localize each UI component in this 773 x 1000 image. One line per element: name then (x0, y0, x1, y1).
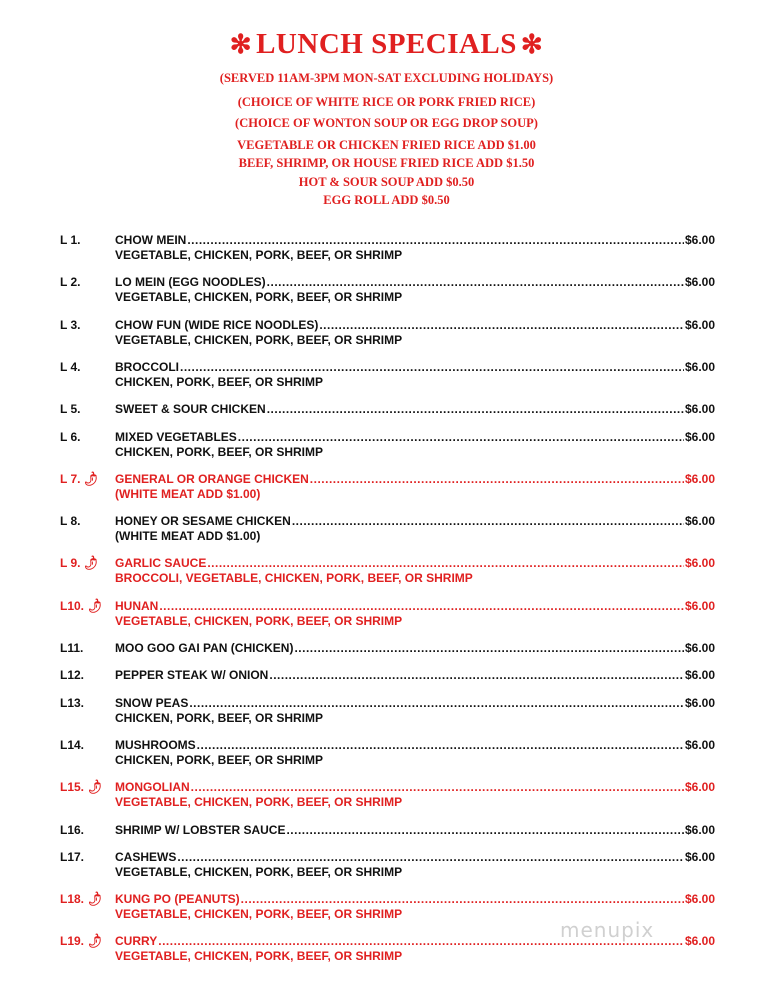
item-number (60, 360, 80, 374)
item-name: BROCCOLI (115, 360, 179, 374)
item-name: MUSHROOMS (115, 738, 196, 752)
item-description: VEGETABLE, CHICKEN, PORK, BEEF, OR SHRIMP (115, 333, 403, 347)
item-name-line (115, 430, 715, 444)
item-number (60, 430, 80, 444)
item-number (60, 696, 84, 710)
item-name-line (115, 318, 715, 332)
dot-leader (207, 556, 684, 570)
item-name-line (115, 599, 715, 613)
item-number (60, 318, 80, 332)
item-description: CHICKEN, PORK, BEEF, OR SHRIMP (115, 753, 324, 767)
item-name-line (115, 696, 715, 710)
item-price: $6.00 (684, 780, 715, 794)
item-name: CURRY (115, 934, 158, 948)
item-name: HUNAN (115, 599, 159, 613)
item-name-line (115, 275, 715, 289)
item-name-line (115, 472, 715, 486)
item-name-line (115, 823, 715, 837)
dot-leader (241, 892, 684, 906)
dot-leader (177, 850, 684, 864)
item-price: $6.00 (684, 318, 715, 332)
item-description: (WHITE MEAT ADD $1.00) (115, 487, 261, 501)
item-number-text: L11. (60, 641, 84, 655)
item-number (60, 402, 80, 416)
item-number (60, 738, 84, 752)
item-number-text: L14. (60, 738, 85, 752)
item-number (60, 777, 105, 797)
item-name-line (115, 850, 715, 864)
note-rice-choice: (CHOICE OF WHITE RICE OR PORK FRIED RICE) (237, 95, 536, 109)
item-name: SHRIMP W/ LOBSTER SAUCE (115, 823, 286, 837)
item-name-line (115, 514, 715, 528)
item-number (60, 553, 101, 573)
watermark: menupix (560, 918, 655, 942)
item-description: CHICKEN, PORK, BEEF, OR SHRIMP (115, 375, 324, 389)
item-description: VEGETABLE, CHICKEN, PORK, BEEF, OR SHRIMP (115, 248, 403, 262)
item-price: $6.00 (684, 402, 715, 416)
item-number (60, 668, 84, 682)
item-number (60, 233, 80, 247)
item-name-line (115, 738, 715, 752)
dot-leader (189, 696, 684, 710)
dot-leader (269, 668, 684, 682)
title-text: LUNCH SPECIALS (256, 28, 517, 60)
item-price: $6.00 (684, 514, 715, 528)
item-number-text: L19. (60, 934, 85, 948)
item-price: $6.00 (684, 823, 715, 837)
item-number-text: L 3. (60, 318, 81, 332)
item-number-text: L 9. (60, 556, 81, 570)
chili-pepper-icon: 🌶 (81, 553, 101, 573)
item-name-line (115, 780, 715, 794)
item-number-text: L 2. (60, 275, 81, 289)
item-name: SWEET & SOUR CHICKEN (115, 402, 266, 416)
item-description: VEGETABLE, CHICKEN, PORK, BEEF, OR SHRIMP (115, 614, 403, 628)
dot-leader (319, 318, 684, 332)
item-number-text: L17. (60, 850, 85, 864)
dot-leader (267, 402, 684, 416)
note-hours: (SERVED 11AM-3PM MON-SAT EXCLUDING HOLIDAYS) (219, 71, 554, 85)
item-price: $6.00 (684, 275, 715, 289)
chili-pepper-icon: 🌶 (85, 889, 105, 909)
dot-leader (191, 780, 684, 794)
item-number-text: L 1. (60, 233, 81, 247)
item-number-text: L 4. (60, 360, 81, 374)
dot-leader (197, 738, 684, 752)
item-number (60, 469, 101, 489)
item-description: VEGETABLE, CHICKEN, PORK, BEEF, OR SHRIMP (115, 290, 403, 304)
item-name-line (115, 641, 715, 655)
item-description: CHICKEN, PORK, BEEF, OR SHRIMP (115, 711, 324, 725)
item-name-line (115, 360, 715, 374)
chili-pepper-icon: 🌶 (85, 777, 105, 797)
item-number (60, 850, 84, 864)
item-price: $6.00 (684, 641, 715, 655)
item-name-line (115, 402, 715, 416)
item-description: VEGETABLE, CHICKEN, PORK, BEEF, OR SHRIMP (115, 795, 403, 809)
item-number-text: L10. (60, 599, 85, 613)
item-name: MONGOLIAN (115, 780, 190, 794)
item-name: CHOW MEIN (115, 233, 187, 247)
item-name-line (115, 668, 715, 682)
item-name: CHOW FUN (WIDE RICE NOODLES) (115, 318, 319, 332)
item-number-text: L 5. (60, 402, 81, 416)
item-name: MIXED VEGETABLES (115, 430, 237, 444)
item-number (60, 514, 80, 528)
item-description: VEGETABLE, CHICKEN, PORK, BEEF, OR SHRIMP (115, 907, 403, 921)
item-price: $6.00 (684, 233, 715, 247)
item-name-line (115, 556, 715, 570)
item-number-text: L 6. (60, 430, 81, 444)
dot-leader (310, 472, 684, 486)
item-name: GENERAL OR ORANGE CHICKEN (115, 472, 309, 486)
item-number (60, 889, 105, 909)
dot-leader (159, 599, 684, 613)
note-fried-rice-addon: VEGETABLE OR CHICKEN FRIED RICE ADD $1.00 (237, 138, 536, 152)
item-price: $6.00 (684, 430, 715, 444)
item-price: $6.00 (684, 472, 715, 486)
dot-leader (294, 641, 684, 655)
item-name: CASHEWS (115, 850, 177, 864)
item-name: GARLIC SAUCE (115, 556, 207, 570)
item-price: $6.00 (684, 892, 715, 906)
item-number (60, 931, 105, 951)
dot-leader (187, 233, 684, 247)
item-price: $6.00 (684, 850, 715, 864)
note-hot-sour-addon: HOT & SOUR SOUP ADD $0.50 (298, 175, 475, 189)
item-description: (WHITE MEAT ADD $1.00) (115, 529, 261, 543)
item-price: $6.00 (684, 738, 715, 752)
asterisk-star-icon: ✻ (229, 30, 253, 59)
item-description: VEGETABLE, CHICKEN, PORK, BEEF, OR SHRIMP (115, 949, 403, 963)
item-price: $6.00 (684, 934, 715, 948)
item-number (60, 275, 80, 289)
item-number-text: L12. (60, 668, 85, 682)
item-number (60, 823, 84, 837)
item-number-text: L16. (60, 823, 85, 837)
dot-leader (292, 514, 684, 528)
item-number (60, 596, 105, 616)
item-price: $6.00 (684, 360, 715, 374)
item-price: $6.00 (684, 599, 715, 613)
item-name: MOO GOO GAI PAN (CHICKEN) (115, 641, 294, 655)
item-price: $6.00 (684, 668, 715, 682)
chili-pepper-icon: 🌶 (81, 469, 101, 489)
note-egg-roll-addon: EGG ROLL ADD $0.50 (323, 193, 450, 207)
item-number-text: L13. (60, 696, 85, 710)
dot-leader (286, 823, 684, 837)
chili-pepper-icon: 🌶 (85, 596, 105, 616)
item-name-line (115, 892, 715, 906)
item-number-text: L 8. (60, 514, 81, 528)
dot-leader (267, 275, 684, 289)
note-soup-choice: (CHOICE OF WONTON SOUP OR EGG DROP SOUP) (235, 116, 538, 130)
note-beef-rice-addon: BEEF, SHRIMP, OR HOUSE FRIED RICE ADD $1.50 (238, 156, 535, 170)
chili-pepper-icon: 🌶 (85, 931, 105, 951)
item-name: SNOW PEAS (115, 696, 189, 710)
asterisk-star-icon: ✻ (520, 30, 544, 59)
item-description: CHICKEN, PORK, BEEF, OR SHRIMP (115, 445, 324, 459)
item-number-text: L18. (60, 892, 85, 906)
item-name: KUNG PO (PEANUTS) (115, 892, 240, 906)
item-price: $6.00 (684, 556, 715, 570)
item-name: PEPPER STEAK W/ ONION (115, 668, 269, 682)
item-name: HONEY OR SESAME CHICKEN (115, 514, 291, 528)
item-description: BROCCOLI, VEGETABLE, CHICKEN, PORK, BEEF, OR SHRIMP (115, 571, 473, 585)
dot-leader (180, 360, 684, 374)
item-description: VEGETABLE, CHICKEN, PORK, BEEF, OR SHRIMP (115, 865, 403, 879)
dot-leader (238, 430, 684, 444)
item-price: $6.00 (684, 696, 715, 710)
item-number-text: L15. (60, 780, 85, 794)
item-number-text: L 7. (60, 472, 81, 486)
item-name-line (115, 233, 715, 247)
item-number (60, 641, 83, 655)
item-name: LO MEIN (EGG NOODLES) (115, 275, 266, 289)
